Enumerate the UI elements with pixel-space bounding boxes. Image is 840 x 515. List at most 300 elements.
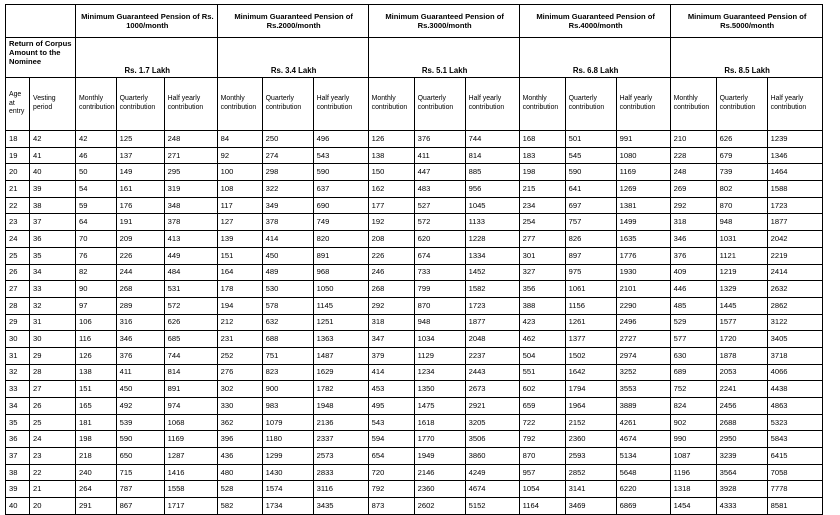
- half-yearly-cell: 1877: [465, 314, 519, 331]
- table-row: [6, 281, 823, 298]
- age-cell: 38: [6, 464, 30, 481]
- monthly-cell: 902: [670, 414, 716, 431]
- monthly-cell: 139: [217, 231, 262, 248]
- monthly-cell: 301: [519, 247, 565, 264]
- corpus-amount: Rs. 8.5 Lakh: [670, 38, 822, 78]
- half-yearly-cell: 3506: [465, 431, 519, 448]
- monthly-cell: 276: [217, 364, 262, 381]
- age-cell: 30: [6, 331, 30, 348]
- quarterly-cell: 3239: [716, 448, 767, 465]
- monthly-cell: 54: [76, 181, 117, 198]
- corpus-amount: Rs. 3.4 Lakh: [217, 38, 368, 78]
- quarterly-cell: 411: [116, 364, 164, 381]
- monthly-cell: 138: [368, 147, 414, 164]
- half-yearly-cell: 3718: [767, 347, 822, 364]
- quarterly-cell: 739: [716, 164, 767, 181]
- half-yearly-cell: 2974: [616, 347, 670, 364]
- half-yearly-cell: 685: [164, 331, 217, 348]
- age-cell: 33: [6, 381, 30, 398]
- half-yearly-cell: 5843: [767, 431, 822, 448]
- monthly-cell: 873: [368, 498, 414, 515]
- monthly-cell: 198: [519, 164, 565, 181]
- monthly-cell: 168: [519, 131, 565, 148]
- corpus-amount: Rs. 1.7 Lakh: [76, 38, 218, 78]
- half-yearly-cell: 572: [164, 297, 217, 314]
- monthly-cell: 277: [519, 231, 565, 248]
- table-row: [6, 131, 823, 148]
- quarterly-cell: 1329: [716, 281, 767, 298]
- half-yearly-cell: 6220: [616, 481, 670, 498]
- half-yearly-cell: 1776: [616, 247, 670, 264]
- quarterly-cell: 948: [414, 314, 465, 331]
- half-yearly-cell: 1228: [465, 231, 519, 248]
- age-cell: 39: [6, 481, 30, 498]
- half-yearly-cell: 1381: [616, 197, 670, 214]
- monthly-cell: 162: [368, 181, 414, 198]
- age-cell: 20: [6, 164, 30, 181]
- quarterly-cell: 1377: [565, 331, 616, 348]
- table-row: [6, 297, 823, 314]
- vesting-cell: 20: [30, 498, 76, 515]
- half-yearly-cell: 3553: [616, 381, 670, 398]
- half-yearly-cell: 5648: [616, 464, 670, 481]
- vesting-cell: 26: [30, 398, 76, 415]
- monthly-cell: 84: [217, 131, 262, 148]
- half-yearly-cell: 814: [164, 364, 217, 381]
- monthly-cell: 291: [76, 498, 117, 515]
- quarterly-cell: 1770: [414, 431, 465, 448]
- quarterly-cell: 1720: [716, 331, 767, 348]
- monthly-cell: 106: [76, 314, 117, 331]
- monthly-cell: 543: [368, 414, 414, 431]
- quarterly-cell: 411: [414, 147, 465, 164]
- half-yearly-cell: 991: [616, 131, 670, 148]
- half-yearly-cell: 885: [465, 164, 519, 181]
- monthly-cell: 127: [217, 214, 262, 231]
- monthly-cell: 362: [217, 414, 262, 431]
- quarterly-cell: 674: [414, 247, 465, 264]
- vesting-cell: 29: [30, 347, 76, 364]
- monthly-cell: 376: [670, 247, 716, 264]
- monthly-cell: 228: [670, 147, 716, 164]
- vesting-cell: 31: [30, 314, 76, 331]
- quarterly-cell: 1577: [716, 314, 767, 331]
- quarterly-cell: 1964: [565, 398, 616, 415]
- quarterly-cell: 900: [262, 381, 313, 398]
- quarterly-cell: 209: [116, 231, 164, 248]
- quarterly-cell: 2152: [565, 414, 616, 431]
- quarterly-cell: 268: [116, 281, 164, 298]
- monthly-cell: 379: [368, 347, 414, 364]
- monthly-cell: 630: [670, 347, 716, 364]
- monthly-cell: 92: [217, 147, 262, 164]
- quarterly-cell: 322: [262, 181, 313, 198]
- monthly-cell: 396: [217, 431, 262, 448]
- half-yearly-cell: 3405: [767, 331, 822, 348]
- quarterly-cell: 450: [262, 247, 313, 264]
- half-yearly-cell: 531: [164, 281, 217, 298]
- half-yearly-cell: 2443: [465, 364, 519, 381]
- monthly-cell: 346: [670, 231, 716, 248]
- half-yearly-cell: 496: [313, 131, 368, 148]
- vesting-cell: 39: [30, 181, 76, 198]
- vesting-period-header: Vesting period: [30, 78, 76, 131]
- monthly-cell: 252: [217, 347, 262, 364]
- half-yearly-cell: 1558: [164, 481, 217, 498]
- table-row: [6, 464, 823, 481]
- quarterly-cell: 1878: [716, 347, 767, 364]
- corner-cell: [6, 5, 76, 38]
- quarterly-cell: 3141: [565, 481, 616, 498]
- half-yearly-cell: 590: [313, 164, 368, 181]
- half-yearly-cell: 820: [313, 231, 368, 248]
- table-row: [6, 164, 823, 181]
- half-yearly-cell: 1629: [313, 364, 368, 381]
- table-row: [6, 147, 823, 164]
- half-yearly-cell: 1169: [616, 164, 670, 181]
- quarterly-cell: 1502: [565, 347, 616, 364]
- half-yearly-cell: 271: [164, 147, 217, 164]
- table-row: [6, 314, 823, 331]
- half-yearly-cell: 2496: [616, 314, 670, 331]
- age-cell: 27: [6, 281, 30, 298]
- quarterly-cell: 1180: [262, 431, 313, 448]
- half-yearly-cell: 2833: [313, 464, 368, 481]
- monthly-cell: 177: [368, 197, 414, 214]
- quarterly-cell: 2852: [565, 464, 616, 481]
- table-row: [6, 331, 823, 348]
- pension-group-header-row: [6, 5, 823, 38]
- half-yearly-cell: 744: [465, 131, 519, 148]
- monthly-cell: 957: [519, 464, 565, 481]
- half-yearly-cell: 690: [313, 197, 368, 214]
- half-yearly-contribution-header: Half yearly contribution: [767, 78, 822, 131]
- half-yearly-cell: 744: [164, 347, 217, 364]
- monthly-cell: 504: [519, 347, 565, 364]
- quarterly-cell: 1234: [414, 364, 465, 381]
- vesting-cell: 42: [30, 131, 76, 148]
- monthly-cell: 689: [670, 364, 716, 381]
- table-row: [6, 364, 823, 381]
- corpus-row: [6, 38, 823, 78]
- half-yearly-cell: 1948: [313, 398, 368, 415]
- monthly-cell: 151: [217, 247, 262, 264]
- half-yearly-cell: 2921: [465, 398, 519, 415]
- monthly-cell: 138: [76, 364, 117, 381]
- quarterly-cell: 161: [116, 181, 164, 198]
- monthly-contribution-header: Monthly contribution: [519, 78, 565, 131]
- quarterly-cell: 2602: [414, 498, 465, 515]
- half-yearly-cell: 248: [164, 131, 217, 148]
- table-row: [6, 214, 823, 231]
- half-yearly-cell: 1239: [767, 131, 822, 148]
- monthly-cell: 240: [76, 464, 117, 481]
- half-yearly-contribution-header: Half yearly contribution: [465, 78, 519, 131]
- half-yearly-cell: 1068: [164, 414, 217, 431]
- half-yearly-cell: 6415: [767, 448, 822, 465]
- monthly-cell: 582: [217, 498, 262, 515]
- half-yearly-cell: 2219: [767, 247, 822, 264]
- half-yearly-cell: 7778: [767, 481, 822, 498]
- quarterly-cell: 572: [414, 214, 465, 231]
- quarterly-cell: 757: [565, 214, 616, 231]
- half-yearly-cell: 1499: [616, 214, 670, 231]
- quarterly-cell: 1794: [565, 381, 616, 398]
- monthly-cell: 215: [519, 181, 565, 198]
- monthly-cell: 1318: [670, 481, 716, 498]
- quarterly-cell: 1475: [414, 398, 465, 415]
- half-yearly-cell: 2673: [465, 381, 519, 398]
- monthly-cell: 292: [670, 197, 716, 214]
- quarterly-cell: 650: [116, 448, 164, 465]
- half-yearly-cell: 1877: [767, 214, 822, 231]
- vesting-cell: 37: [30, 214, 76, 231]
- quarterly-cell: 176: [116, 197, 164, 214]
- monthly-cell: 248: [670, 164, 716, 181]
- age-cell: 22: [6, 197, 30, 214]
- quarterly-cell: 2950: [716, 431, 767, 448]
- monthly-cell: 1164: [519, 498, 565, 515]
- monthly-cell: 82: [76, 264, 117, 281]
- monthly-cell: 462: [519, 331, 565, 348]
- monthly-cell: 64: [76, 214, 117, 231]
- monthly-cell: 990: [670, 431, 716, 448]
- half-yearly-cell: 1717: [164, 498, 217, 515]
- quarterly-cell: 2456: [716, 398, 767, 415]
- monthly-cell: 108: [217, 181, 262, 198]
- vesting-cell: 38: [30, 197, 76, 214]
- age-cell: 21: [6, 181, 30, 198]
- monthly-cell: 231: [217, 331, 262, 348]
- monthly-cell: 602: [519, 381, 565, 398]
- quarterly-cell: 641: [565, 181, 616, 198]
- half-yearly-cell: 1145: [313, 297, 368, 314]
- half-yearly-cell: 1452: [465, 264, 519, 281]
- quarterly-cell: 527: [414, 197, 465, 214]
- half-yearly-cell: 891: [313, 247, 368, 264]
- half-yearly-cell: 1334: [465, 247, 519, 264]
- quarterly-cell: 250: [262, 131, 313, 148]
- half-yearly-cell: 3205: [465, 414, 519, 431]
- vesting-cell: 28: [30, 364, 76, 381]
- pension-group-header: Minimum Guaranteed Pension of Rs.2000/month: [217, 5, 368, 38]
- monthly-cell: 165: [76, 398, 117, 415]
- monthly-cell: 453: [368, 381, 414, 398]
- monthly-cell: 870: [519, 448, 565, 465]
- half-yearly-cell: 1723: [767, 197, 822, 214]
- half-yearly-cell: 4438: [767, 381, 822, 398]
- table-row: [6, 181, 823, 198]
- half-yearly-cell: 4863: [767, 398, 822, 415]
- monthly-cell: 480: [217, 464, 262, 481]
- monthly-cell: 218: [76, 448, 117, 465]
- quarterly-cell: 620: [414, 231, 465, 248]
- monthly-cell: 414: [368, 364, 414, 381]
- quarterly-cell: 1299: [262, 448, 313, 465]
- half-yearly-cell: 1635: [616, 231, 670, 248]
- quarterly-cell: 626: [716, 131, 767, 148]
- half-yearly-cell: 543: [313, 147, 368, 164]
- monthly-cell: 70: [76, 231, 117, 248]
- half-yearly-cell: 295: [164, 164, 217, 181]
- monthly-cell: 268: [368, 281, 414, 298]
- monthly-cell: 42: [76, 131, 117, 148]
- quarterly-cell: 316: [116, 314, 164, 331]
- quarterly-cell: 1079: [262, 414, 313, 431]
- monthly-cell: 1054: [519, 481, 565, 498]
- half-yearly-cell: 2290: [616, 297, 670, 314]
- monthly-cell: 100: [217, 164, 262, 181]
- quarterly-cell: 1129: [414, 347, 465, 364]
- quarterly-cell: 2053: [716, 364, 767, 381]
- quarterly-cell: 1642: [565, 364, 616, 381]
- vesting-cell: 35: [30, 247, 76, 264]
- monthly-cell: 347: [368, 331, 414, 348]
- quarterly-cell: 870: [716, 197, 767, 214]
- quarterly-cell: 823: [262, 364, 313, 381]
- quarterly-cell: 632: [262, 314, 313, 331]
- half-yearly-cell: 956: [465, 181, 519, 198]
- half-yearly-cell: 2414: [767, 264, 822, 281]
- monthly-cell: 752: [670, 381, 716, 398]
- quarterly-cell: 1445: [716, 297, 767, 314]
- age-cell: 23: [6, 214, 30, 231]
- half-yearly-cell: 4066: [767, 364, 822, 381]
- quarterly-cell: 539: [116, 414, 164, 431]
- quarterly-cell: 1574: [262, 481, 313, 498]
- half-yearly-cell: 1169: [164, 431, 217, 448]
- monthly-cell: 388: [519, 297, 565, 314]
- vesting-cell: 23: [30, 448, 76, 465]
- monthly-cell: 654: [368, 448, 414, 465]
- vesting-cell: 41: [30, 147, 76, 164]
- monthly-cell: 551: [519, 364, 565, 381]
- half-yearly-cell: 1416: [164, 464, 217, 481]
- half-yearly-cell: 1050: [313, 281, 368, 298]
- quarterly-cell: 1350: [414, 381, 465, 398]
- quarterly-cell: 298: [262, 164, 313, 181]
- quarterly-cell: 2360: [414, 481, 465, 498]
- half-yearly-cell: 974: [164, 398, 217, 415]
- half-yearly-cell: 4261: [616, 414, 670, 431]
- monthly-contribution-header: Monthly contribution: [217, 78, 262, 131]
- monthly-cell: 594: [368, 431, 414, 448]
- monthly-cell: 150: [368, 164, 414, 181]
- monthly-cell: 318: [670, 214, 716, 231]
- monthly-cell: 164: [217, 264, 262, 281]
- quarterly-cell: 226: [116, 247, 164, 264]
- table-row: [6, 481, 823, 498]
- quarterly-contribution-header: Quarterly contribution: [262, 78, 313, 131]
- quarterly-cell: 590: [565, 164, 616, 181]
- quarterly-cell: 715: [116, 464, 164, 481]
- monthly-cell: 1196: [670, 464, 716, 481]
- half-yearly-cell: 449: [164, 247, 217, 264]
- monthly-cell: 659: [519, 398, 565, 415]
- vesting-cell: 34: [30, 264, 76, 281]
- age-cell: 34: [6, 398, 30, 415]
- age-cell: 28: [6, 297, 30, 314]
- table-row: [6, 264, 823, 281]
- half-yearly-cell: 1080: [616, 147, 670, 164]
- half-yearly-cell: 1269: [616, 181, 670, 198]
- table-row: [6, 398, 823, 415]
- half-yearly-cell: 4674: [616, 431, 670, 448]
- quarterly-cell: 975: [565, 264, 616, 281]
- table-row: [6, 197, 823, 214]
- half-yearly-cell: 1133: [465, 214, 519, 231]
- vesting-cell: 40: [30, 164, 76, 181]
- monthly-cell: 720: [368, 464, 414, 481]
- monthly-cell: 792: [368, 481, 414, 498]
- quarterly-cell: 3469: [565, 498, 616, 515]
- quarterly-cell: 733: [414, 264, 465, 281]
- vesting-cell: 27: [30, 381, 76, 398]
- half-yearly-cell: 5134: [616, 448, 670, 465]
- quarterly-cell: 3564: [716, 464, 767, 481]
- half-yearly-cell: 1464: [767, 164, 822, 181]
- table-row: [6, 247, 823, 264]
- monthly-cell: 192: [368, 214, 414, 231]
- monthly-cell: 423: [519, 314, 565, 331]
- quarterly-cell: 3928: [716, 481, 767, 498]
- quarterly-cell: 489: [262, 264, 313, 281]
- quarterly-cell: 349: [262, 197, 313, 214]
- vesting-cell: 25: [30, 414, 76, 431]
- age-cell: 35: [6, 414, 30, 431]
- quarterly-cell: 983: [262, 398, 313, 415]
- half-yearly-cell: 3252: [616, 364, 670, 381]
- half-yearly-cell: 3860: [465, 448, 519, 465]
- monthly-cell: 495: [368, 398, 414, 415]
- quarterly-cell: 2593: [565, 448, 616, 465]
- table-row: [6, 431, 823, 448]
- age-cell: 26: [6, 264, 30, 281]
- monthly-cell: 208: [368, 231, 414, 248]
- age-cell: 29: [6, 314, 30, 331]
- vesting-cell: 32: [30, 297, 76, 314]
- quarterly-cell: 697: [565, 197, 616, 214]
- column-header-row: [6, 78, 823, 131]
- pension-group-header: Minimum Guaranteed Pension of Rs.4000/month: [519, 5, 670, 38]
- age-cell: 25: [6, 247, 30, 264]
- half-yearly-cell: 749: [313, 214, 368, 231]
- monthly-cell: 151: [76, 381, 117, 398]
- half-yearly-cell: 3122: [767, 314, 822, 331]
- monthly-cell: 198: [76, 431, 117, 448]
- age-cell: 31: [6, 347, 30, 364]
- quarterly-cell: 751: [262, 347, 313, 364]
- half-yearly-cell: 4249: [465, 464, 519, 481]
- half-yearly-cell: 814: [465, 147, 519, 164]
- monthly-cell: 59: [76, 197, 117, 214]
- quarterly-cell: 1061: [565, 281, 616, 298]
- monthly-cell: 264: [76, 481, 117, 498]
- corpus-amount: Rs. 5.1 Lakh: [368, 38, 519, 78]
- monthly-cell: 50: [76, 164, 117, 181]
- quarterly-cell: 1734: [262, 498, 313, 515]
- vesting-cell: 36: [30, 231, 76, 248]
- quarterly-contribution-header: Quarterly contribution: [716, 78, 767, 131]
- monthly-cell: 327: [519, 264, 565, 281]
- half-yearly-cell: 1930: [616, 264, 670, 281]
- half-yearly-cell: 2727: [616, 331, 670, 348]
- monthly-cell: 181: [76, 414, 117, 431]
- monthly-cell: 116: [76, 331, 117, 348]
- half-yearly-cell: 2048: [465, 331, 519, 348]
- monthly-cell: 126: [368, 131, 414, 148]
- pension-contribution-table: [5, 4, 823, 515]
